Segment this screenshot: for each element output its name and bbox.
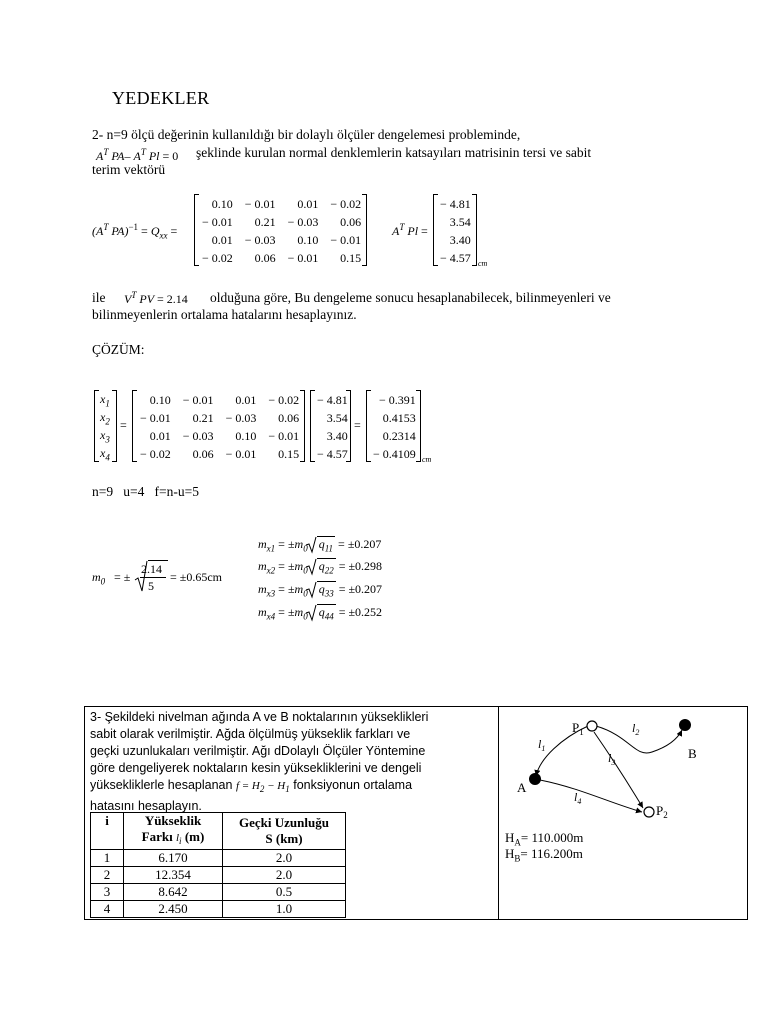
atpl-bracket-right (472, 194, 477, 266)
label-a: A (517, 780, 527, 795)
problem-2-line-3: terim vektörü (92, 162, 166, 177)
label-p2: $P_2$ (656, 803, 668, 820)
table-row: 3 8.642 0.5 (91, 884, 346, 901)
result-bracket-right (416, 390, 421, 462)
ha-value: $H_A= 110.000m$ (505, 830, 584, 848)
atpl-unit: cm (478, 259, 488, 268)
leveling-network-diagram (500, 708, 744, 830)
hb-value: $H_B= 116.200m$ (505, 846, 583, 864)
table-header-height-diff: Yükseklik Farkı $l_i$ (m) (124, 813, 223, 850)
label-l4: $l_4$ (574, 790, 582, 806)
atpl-label: $A^T$ Pl = (392, 222, 428, 238)
cond-ile: ile (92, 290, 106, 305)
mx2-formula: $m_{x2} = \pm m_0$ $q_{22} = \pm 0.298$ (258, 559, 383, 576)
label-l1: $l_1$ (538, 737, 546, 753)
problem-3-divider (498, 706, 499, 919)
m0-formula: $m_0$ = ± 2.14 5 = ±0.65cm (92, 562, 223, 593)
mx4-formula: $m_{x4} = \pm m_0$ $q_{44} = \pm 0.252$ (258, 605, 383, 622)
atpl2-bracket-right (346, 390, 351, 462)
mx3-formula: $m_{x3} = \pm m_0$ $q_{33} = \pm 0.207$ (258, 582, 383, 599)
result-vector: − 0.391 0.4153 0.2314 − 0.4109 (373, 392, 416, 461)
table-row: 1 6.170 2.0 (91, 850, 346, 867)
equals-1: = (120, 418, 127, 432)
qxx-matrix-solution: 0.10 − 0.01 0.01 − 0.02 − 0.01 0.21 − 0.03 0.06 0.01 − 0.03 0.10 − 0.01 − 0.02 0.06 − 0.01 0.15 (140, 392, 300, 461)
counts-line: n=9 u=4 f=n-u=5 (92, 484, 199, 499)
table-header-length: Geçki Uzunluğu S (km) (223, 813, 346, 850)
label-b: B (688, 746, 697, 761)
point-b (679, 719, 691, 731)
problem-2-line-2: şeklinde kurulan normal denklemlerin katsayıları matrisinin tersi ve sabit (196, 145, 592, 160)
table-row: 4 2.450 1.0 (91, 901, 346, 918)
label-p1: $P_1$ (572, 720, 584, 737)
table-row: 2 12.354 2.0 (91, 867, 346, 884)
label-l3: $l_3$ (608, 751, 616, 767)
point-p2 (644, 807, 654, 817)
point-p1 (587, 721, 597, 731)
qxx-label: ($A^T$ $PA)^{-1} = Q_{xx}$ = (92, 222, 178, 241)
normal-equation: $A^T$ PA– $A^T$ Pl = 0 (96, 147, 179, 163)
atpl-vector-solution: − 4.81 3.54 3.40 − 4.57 (317, 392, 348, 461)
label-l2: $l_2$ (632, 721, 640, 737)
problem-3-text: 3- Şekildeki nivelman ağında A ve B noktalarının yükseklikleri sabit olarak verilmiştir. Ağda ölçülmüş yükseklik farkları ve geçki uzunlukaları verilmiştir. Ağı dDolaylı Ölçüler Yöntemine göre dengeliyerek noktaların kesin yüksekliklerini ve dengeli yüksekliklerle hesaplanan $f = H_2 - H_1$ fonksiyonun ortalama hatasını hesaplayın. (90, 710, 429, 814)
edge-l4 (540, 780, 642, 812)
solution-heading: ÇÖZÜM: (92, 342, 145, 357)
point-a (529, 773, 541, 785)
x-bracket-right (112, 390, 117, 462)
table-header-i: i (91, 813, 124, 850)
mx1-formula: $m_{x1} = \pm m_0$ $q_{11} = \pm 0.207$ (258, 537, 382, 554)
x-vector: $x_1$ $x_2$ $x_3$ $x_4$ (100, 391, 110, 463)
problem-3-table (90, 812, 346, 918)
qxx2-bracket-right (300, 390, 305, 462)
cond-line-1: olduğuna göre, Bu dengeleme sonucu hesaplanabilecek, bilinmeyenleri ve (210, 290, 611, 305)
result-unit: cm (422, 455, 432, 464)
page-title: YEDEKLER (112, 88, 210, 108)
equals-2: = (354, 418, 361, 432)
atpl-vector: − 4.81 3.54 3.40 − 4.57 (440, 196, 471, 265)
problem-2-line-1: 2- n=9 ölçü değerinin kullanıldığı bir dolaylı ölçüler dengelemesi probleminde, (92, 127, 521, 142)
cond-expression: $V^T$ PV = 2.14 (124, 290, 188, 306)
edge-l3 (594, 732, 643, 808)
sqrt-signs (304, 536, 320, 626)
qxx-bracket-right (362, 194, 367, 266)
cond-line-2: bilinmeyenlerin ortalama hatalarını hesaplayınız. (92, 307, 357, 322)
qxx-matrix: 0.10 − 0.01 0.01 − 0.02 − 0.01 0.21 − 0.03 0.06 0.01 − 0.03 0.10 − 0.01 − 0.02 0.06 − 0.01 0.15 (202, 196, 362, 265)
